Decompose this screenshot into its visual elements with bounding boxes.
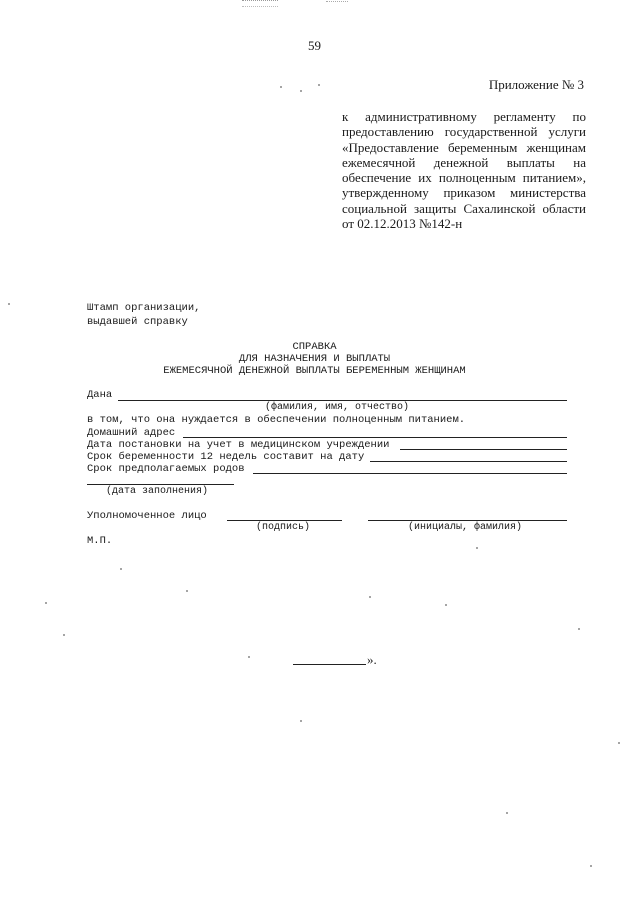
authorized-person-label: Уполномоченное лицо bbox=[87, 510, 207, 522]
scan-speck bbox=[590, 865, 592, 867]
closing-quote: ». bbox=[367, 652, 377, 667]
seal-label: М.П. bbox=[87, 535, 113, 547]
fill-date-field-line[interactable] bbox=[87, 484, 234, 485]
expected-birth-label: Срок предполагаемых родов bbox=[87, 463, 245, 475]
initials-field-line[interactable] bbox=[368, 520, 567, 521]
scan-artifact bbox=[242, 0, 278, 7]
scan-speck bbox=[63, 634, 65, 636]
regulation-line: к административному регламенту по bbox=[342, 109, 586, 124]
signature-field-line[interactable] bbox=[227, 520, 342, 521]
scan-speck bbox=[186, 590, 188, 592]
scan-speck bbox=[248, 656, 250, 658]
page-number: 59 bbox=[308, 38, 321, 53]
expected-birth-field-line[interactable] bbox=[253, 473, 567, 474]
regulation-line: ежемесячной денежной выплаты на bbox=[342, 154, 586, 170]
scan-speck bbox=[300, 720, 302, 722]
scan-speck bbox=[506, 812, 508, 814]
scan-speck bbox=[300, 90, 302, 92]
regulation-line: утвержденному приказом министерства bbox=[342, 185, 586, 201]
scan-artifact bbox=[326, 1, 348, 6]
scan-speck bbox=[369, 596, 371, 598]
form-subtitle: ДЛЯ НАЗНАЧЕНИЯ И ВЫПЛАТЫ bbox=[238, 353, 391, 365]
initials-caption: (инициалы, фамилия) bbox=[408, 522, 523, 533]
form-title: СПРАВКА bbox=[292, 341, 337, 353]
scan-speck bbox=[445, 604, 447, 606]
scan-speck bbox=[618, 742, 620, 744]
scan-speck bbox=[318, 84, 320, 86]
regulation-line: социальной защиты Сахалинской области bbox=[342, 200, 586, 216]
stamp-label-line1: Штамп организации, bbox=[87, 302, 201, 314]
scan-speck bbox=[120, 568, 122, 570]
regulation-line: от 02.12.2013 №142-н bbox=[342, 216, 463, 232]
signature-caption: (подпись) bbox=[256, 522, 311, 533]
scan-speck bbox=[578, 628, 580, 630]
closing-line bbox=[293, 664, 366, 665]
regulation-line: предоставлению государственной услуги bbox=[342, 124, 586, 140]
fio-caption: (фамилия, имя, отчество) bbox=[265, 402, 410, 413]
regulation-reference bbox=[342, 109, 586, 231]
regulation-line: обеспечение их полноценным питанием», bbox=[342, 170, 586, 186]
scan-speck bbox=[280, 86, 282, 88]
stamp-label-line2: выдавшей справку bbox=[87, 316, 188, 328]
term-12-weeks-field-line[interactable] bbox=[370, 461, 567, 462]
appendix-label: Приложение № 3 bbox=[488, 77, 584, 92]
address-field-line[interactable] bbox=[183, 437, 567, 438]
regulation-line: «Предоставление беременным женщинам bbox=[342, 139, 586, 155]
term-12-weeks-label: Срок беременности 12 недель составит на дату bbox=[87, 451, 365, 463]
scan-speck bbox=[45, 602, 47, 604]
form-subtitle: ЕЖЕМЕСЯЧНОЙ ДЕНЕЖНОЙ ВЫПЛАТЫ БЕРЕМЕННЫМ ЖЕНЩИНАМ bbox=[163, 365, 466, 377]
registration-date-label: Дата постановки на учет в медицинском учреждении bbox=[87, 439, 390, 451]
scan-speck bbox=[8, 303, 10, 305]
address-label: Домашний адрес bbox=[87, 427, 176, 439]
issued-to-label: Дана bbox=[87, 389, 113, 401]
fio-field-line[interactable] bbox=[118, 400, 567, 401]
fill-date-caption: (дата заполнения) bbox=[106, 486, 209, 497]
needs-statement: в том, что она нуждается в обеспечении полноценным питанием. bbox=[87, 414, 466, 426]
registration-date-field-line[interactable] bbox=[400, 449, 567, 450]
scan-speck bbox=[476, 547, 478, 549]
